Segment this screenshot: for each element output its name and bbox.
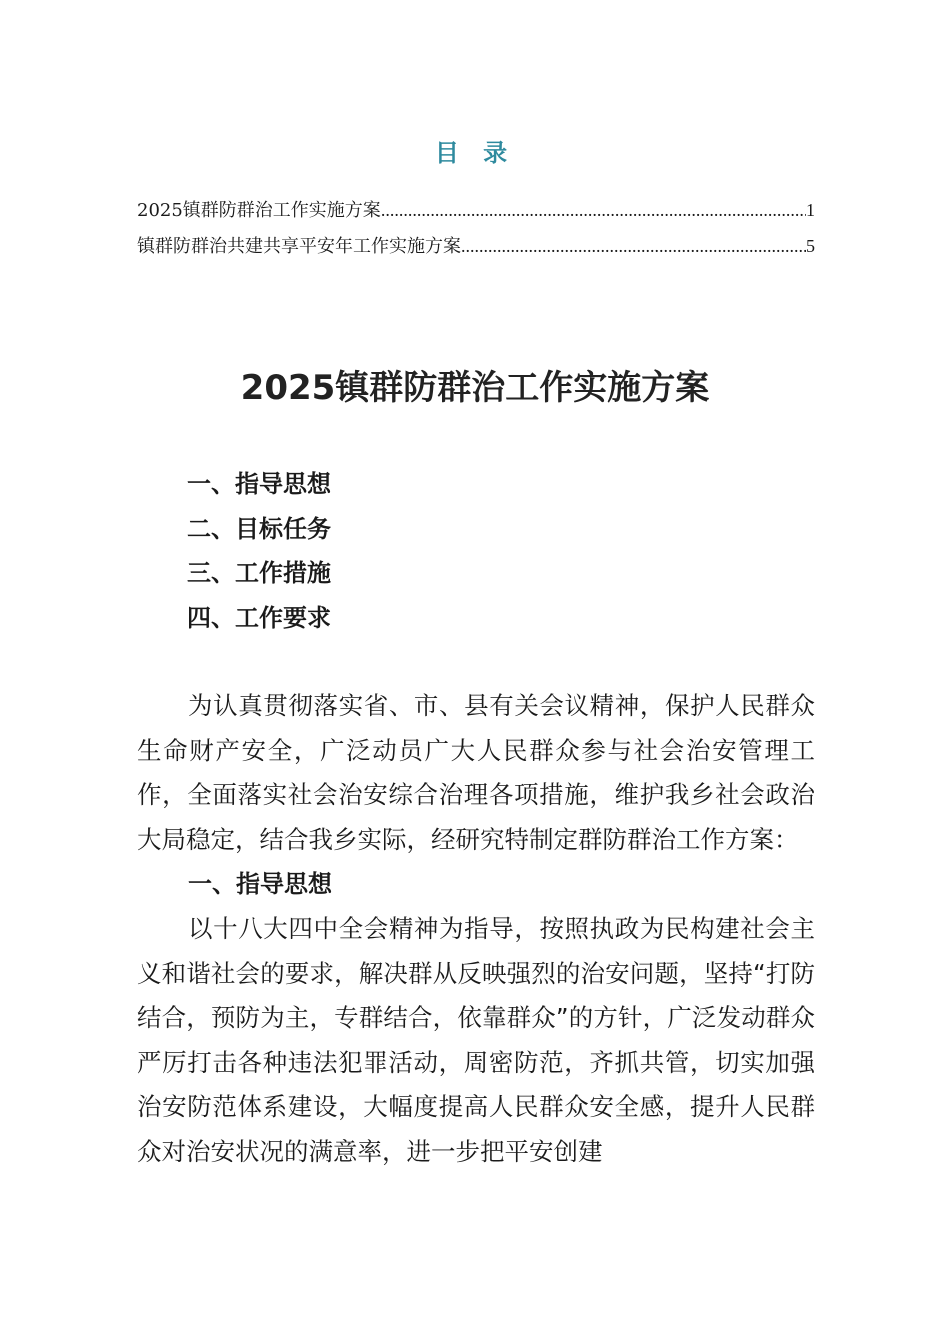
outline-item: 三、工作措施 [187,559,331,587]
toc-entry-text: 2025镇群防群治工作实施方案 [137,200,381,221]
toc-leader-dots [461,229,806,263]
outline-item: 一、指导思想 [187,470,331,498]
toc-entry[interactable] [137,193,815,229]
outline-list [187,462,331,640]
toc-entry-page: 5 [806,236,815,256]
intro-paragraph: 为认真贯彻落实省、市、县有关会议精神，保护人民群众生命财产安全，广泛动员广大人民群众参与社会治安管理工作，全面落实社会治安综合治理各项措施，维护我乡社会政治大局稳定，结合我乡实际，经研究特制定群防群治工作方案： [137,691,815,854]
toc-leader-dots [381,193,806,227]
toc-title: 目 录 [434,139,516,167]
toc-entry-text: 镇群防群治共建共享平安年工作实施方案 [137,236,461,257]
toc-entry[interactable] [137,229,815,265]
table-of-contents [137,193,815,265]
outline-item: 二、目标任务 [187,514,331,543]
toc-entry-page: 1 [806,200,815,220]
section-heading: 一、指导思想 [188,870,332,899]
outline-item: 四、工作要求 [187,603,331,632]
document-body [137,684,815,1175]
section-paragraph: 以十八大四中全会精神为指导，按照执政为民构建社会主义和谐社会的要求，解决群从反映强烈的治安问题，坚持“打防结合，预防为主，专群结合，依靠群众”的方针，广泛发动群众严厉打击各种违法犯罪活动，周密防范，齐抓共管，切实加强治安防范体系建设，大幅度提高人民群众安全感，提升人民群众对治安状况的满意率，进一步把平安创建 [137,913,815,1166]
document-title: 2025镇群防群治工作实施方案 [240,368,710,408]
